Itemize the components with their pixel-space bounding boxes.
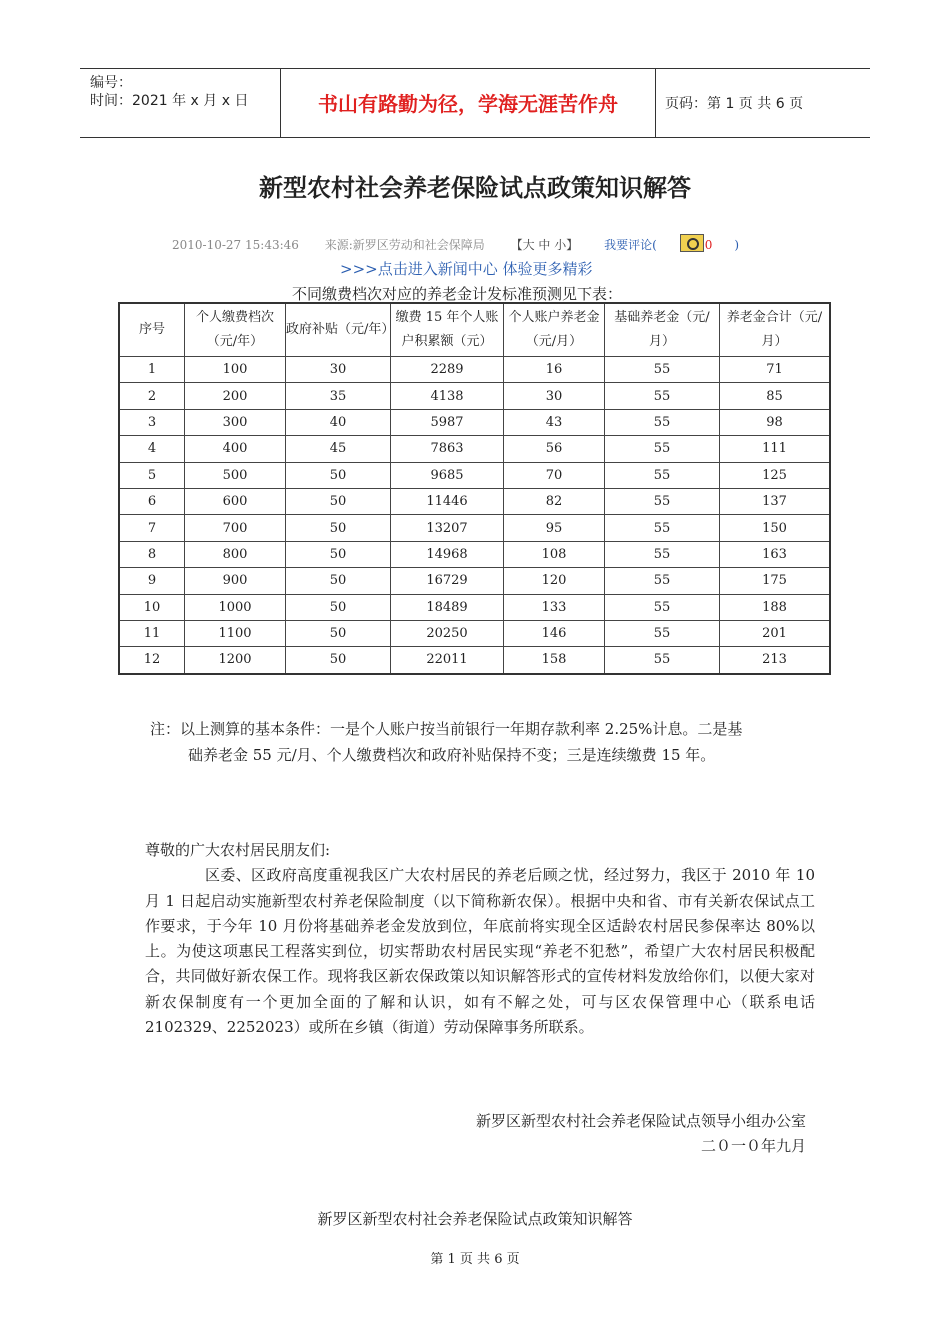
table-cell: 1100 [185, 620, 286, 646]
col-header: 序号 [119, 303, 185, 357]
table-cell: 100 [185, 357, 286, 383]
note-line-1: 注：以上测算的基本条件：一是个人账户按当前银行一年期存款利率 2.25%计息。二是基 [150, 720, 743, 738]
table-cell: 125 [720, 462, 831, 488]
table-cell: 163 [720, 541, 831, 567]
table-row [119, 541, 830, 567]
table-cell: 16729 [391, 568, 504, 594]
col-header: 个人缴费档次（元/年） [185, 303, 286, 357]
col-header: 基础养老金（元/月） [605, 303, 720, 357]
table-cell: 7 [119, 515, 185, 541]
table-cell: 6 [119, 488, 185, 514]
table-cell: 20250 [391, 620, 504, 646]
header-motto: 书山有路勤为径，学海无涯苦作舟 [280, 69, 656, 137]
table-cell: 213 [720, 647, 831, 674]
table-cell: 200 [185, 383, 286, 409]
table-row [119, 488, 830, 514]
table-cell: 55 [605, 647, 720, 674]
article-meta [172, 234, 761, 253]
header-info-cell [80, 69, 280, 137]
signature-date: 二０一０年九月 [700, 1137, 806, 1155]
table-header-row [119, 303, 830, 357]
table-cell: 55 [605, 383, 720, 409]
comment-icon [680, 234, 704, 252]
table-cell: 30 [286, 357, 391, 383]
table-cell: 146 [504, 620, 605, 646]
font-size-selector[interactable]: 【大 中 小】 [510, 238, 579, 252]
table-cell: 158 [504, 647, 605, 674]
comment-link[interactable] [604, 238, 761, 252]
time-label: 时间：2021 年 x 月 x 日 [90, 93, 249, 109]
table-cell: 8 [119, 541, 185, 567]
table-cell: 50 [286, 462, 391, 488]
page-header [80, 68, 870, 138]
table-row [119, 594, 830, 620]
table-cell: 9685 [391, 462, 504, 488]
table-cell: 35 [286, 383, 391, 409]
table-cell: 50 [286, 594, 391, 620]
table-cell: 2289 [391, 357, 504, 383]
table-cell: 55 [605, 541, 720, 567]
table-row [119, 462, 830, 488]
table-cell: 50 [286, 488, 391, 514]
table-cell: 4 [119, 436, 185, 462]
table-row [119, 436, 830, 462]
table-row [119, 357, 830, 383]
table-cell: 12 [119, 647, 185, 674]
table-cell: 50 [286, 647, 391, 674]
table-cell: 11 [119, 620, 185, 646]
table-cell: 95 [504, 515, 605, 541]
table-cell: 98 [720, 409, 831, 435]
table-cell: 4138 [391, 383, 504, 409]
table-cell: 900 [185, 568, 286, 594]
table-cell: 800 [185, 541, 286, 567]
table-cell: 11446 [391, 488, 504, 514]
table-cell: 82 [504, 488, 605, 514]
header-page-info: 页码：第 1 页 共 6 页 [665, 96, 804, 112]
table-cell: 600 [185, 488, 286, 514]
comment-label: 我要评论( [604, 238, 657, 252]
table-cell: 700 [185, 515, 286, 541]
col-header: 政府补贴（元/年） [286, 303, 391, 357]
table-cell: 55 [605, 357, 720, 383]
table-cell: 10 [119, 594, 185, 620]
col-header: 缴费 15 年个人账户积累额（元） [391, 303, 504, 357]
table-cell: 400 [185, 436, 286, 462]
table-cell: 111 [720, 436, 831, 462]
table-cell: 1 [119, 357, 185, 383]
letter-greeting: 尊敬的广大农村居民朋友们: [145, 841, 331, 859]
table-cell: 55 [605, 594, 720, 620]
table-cell: 55 [605, 462, 720, 488]
table-row [119, 568, 830, 594]
table-cell: 22011 [391, 647, 504, 674]
table-cell: 2 [119, 383, 185, 409]
table-cell: 150 [720, 515, 831, 541]
col-header: 个人账户养老金（元/月） [504, 303, 605, 357]
article-title: 新型农村社会养老保险试点政策知识解答 [259, 174, 691, 202]
table-cell: 18489 [391, 594, 504, 620]
table-cell: 85 [720, 383, 831, 409]
table-row [119, 620, 830, 646]
table-cell: 201 [720, 620, 831, 646]
table-cell: 70 [504, 462, 605, 488]
table-cell: 71 [720, 357, 831, 383]
table-cell: 14968 [391, 541, 504, 567]
table-cell: 56 [504, 436, 605, 462]
article-source: 来源:新罗区劳动和社会保障局 [324, 238, 485, 252]
footer-title: 新罗区新型农村社会养老保险试点政策知识解答 [317, 1210, 633, 1228]
table-note [150, 716, 820, 768]
table-cell: 1000 [185, 594, 286, 620]
table-cell: 55 [605, 488, 720, 514]
table-row [119, 383, 830, 409]
table-cell: 30 [504, 383, 605, 409]
letter-body: 区委、区政府高度重视我区广大农村居民的养老后顾之忧，经过努力，我区于 2010 年 10 月 1 日起启动实施新型农村养老保险制度（以下简称新农保）。根据中央和省、市有关新农保试点工作要求，于今年 10 月份将基础养老金发放到位，年底前将实现全区适龄农村居民参保率达 80%以上。为使这项惠民工程落实到位，切实帮助农村居民实现“养老不犯愁”，希望广大农村居民积极配合，共同做好新农保工作。现将我区新农保政策以知识解答形式的宣传材料发放给你们，以便大家对新农保制度有一个更加全面的了解和认识，如有不解之处，可与区农保管理中心（联系电话 2102329、2252023）或所在乡镇（街道）劳动保障事务所联系。 [145, 866, 815, 1037]
table-cell: 40 [286, 409, 391, 435]
table-cell: 3 [119, 409, 185, 435]
table-cell: 55 [605, 620, 720, 646]
table-cell: 50 [286, 620, 391, 646]
table-cell: 300 [185, 409, 286, 435]
table-cell: 188 [720, 594, 831, 620]
table-cell: 5987 [391, 409, 504, 435]
table-cell: 1200 [185, 647, 286, 674]
table-cell: 137 [720, 488, 831, 514]
pension-table [118, 302, 831, 675]
number-label: 编号： [90, 75, 132, 91]
table-cell: 45 [286, 436, 391, 462]
table-cell: 7863 [391, 436, 504, 462]
comment-close: ) [734, 238, 740, 252]
comment-count: 0 [704, 238, 713, 252]
table-cell: 108 [504, 541, 605, 567]
table-cell: 120 [504, 568, 605, 594]
letter [145, 838, 815, 1040]
table-row [119, 515, 830, 541]
table-cell: 500 [185, 462, 286, 488]
table-cell: 50 [286, 541, 391, 567]
table-cell: 9 [119, 568, 185, 594]
table-cell: 13207 [391, 515, 504, 541]
news-center-link[interactable]: >>>点击进入新闻中心 体验更多精彩 [340, 260, 593, 278]
table-cell: 16 [504, 357, 605, 383]
table-cell: 175 [720, 568, 831, 594]
note-line-2: 础养老金 55 元/月、个人缴费档次和政府补贴保持不变；三是连续缴费 15 年。 [188, 746, 716, 764]
table-cell: 133 [504, 594, 605, 620]
table-cell: 5 [119, 462, 185, 488]
table-cell: 55 [605, 409, 720, 435]
table-cell: 55 [605, 568, 720, 594]
table-cell: 50 [286, 568, 391, 594]
table-cell: 55 [605, 515, 720, 541]
publish-datetime: 2010-10-27 15:43:46 [172, 238, 299, 252]
table-cell: 43 [504, 409, 605, 435]
signature-org: 新罗区新型农村社会养老保险试点领导小组办公室 [475, 1112, 806, 1130]
table-cell: 50 [286, 515, 391, 541]
table-caption: 不同缴费档次对应的养老金计发标准预测见下表： [292, 285, 623, 303]
table-cell: 55 [605, 436, 720, 462]
col-header: 养老金合计（元/月） [720, 303, 831, 357]
page-number: 第 1 页 共 6 页 [430, 1252, 520, 1267]
table-row [119, 647, 830, 674]
table-row [119, 409, 830, 435]
